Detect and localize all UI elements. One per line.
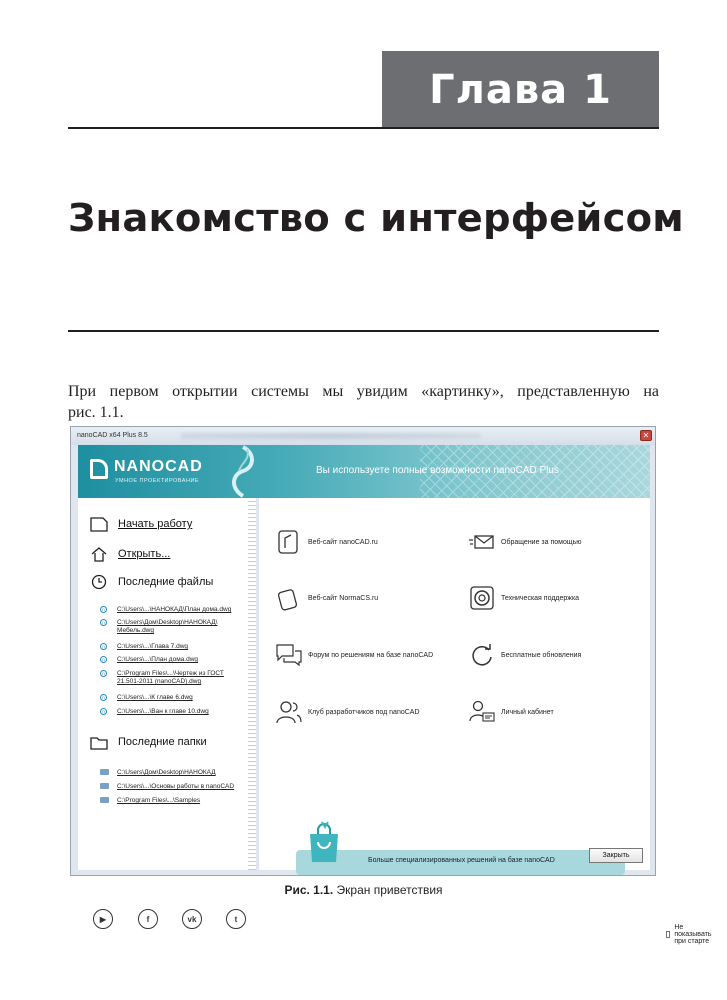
swirl-icon [221, 445, 261, 498]
banner-message: Вы используете полные возможности nanoCAD Plus [316, 465, 559, 476]
open-link[interactable] [90, 546, 170, 562]
dwg-file-icon: n [100, 670, 107, 677]
recent-folder-item[interactable]: C:\Users\Дом\Desktop\НАНОКАД [100, 769, 216, 776]
open-label: Открыть... [118, 548, 171, 560]
open-house-icon [90, 546, 108, 562]
help-request-link[interactable]: Обращение за помощью [469, 530, 582, 554]
dwg-file-icon: n [100, 606, 107, 613]
bottom-rule [68, 330, 659, 332]
recent-folders-title: Последние папки [118, 736, 207, 748]
account-icon [469, 700, 495, 724]
recent-folder-item[interactable]: C:\Users\...\Основы работы в nanoCAD [100, 783, 234, 790]
close-button[interactable]: Закрыть [589, 848, 643, 863]
nanocad-logo-icon [90, 459, 108, 479]
recent-file-item[interactable]: n C:\Users\...\Глава 7.dwg [100, 643, 247, 651]
intro-line-2: рис. 1.1. [68, 404, 124, 421]
dev-club-link[interactable]: Клуб разработчиков под nanoCAD [276, 700, 420, 724]
promo-banner[interactable] [296, 850, 625, 875]
intro-line-1: При первом открытии системы мы увидим «картинку», представленную на [68, 383, 659, 400]
caption-label: Рис. 1.1. [284, 883, 334, 897]
personal-account-link[interactable]: Личный кабинет [469, 700, 554, 724]
forum-link[interactable]: Форум по решениям на базе nanoCAD [276, 643, 433, 667]
figure-caption [0, 883, 727, 897]
recent-file-item[interactable]: n C:\Users\Дом\Desktop\НАНОКАД\ Мебель.dwg [100, 619, 247, 635]
shopping-bag-icon [307, 822, 341, 864]
window-close-button[interactable]: ✕ [640, 430, 652, 441]
logo-subtitle: УМНОЕ ПРОЕКТИРОВАНИЕ [115, 478, 200, 484]
folder-icon [100, 769, 109, 775]
top-rule [68, 127, 659, 129]
welcome-banner [78, 445, 650, 498]
blurred-titlebar-area [181, 433, 481, 439]
play-icon[interactable]: ▶ [93, 909, 113, 929]
dont-show-label: Не показывать при старте [674, 924, 712, 945]
history-icon [90, 574, 108, 590]
folder-icon [100, 797, 109, 803]
nanocad-site-icon [276, 530, 302, 554]
dont-show-checkbox[interactable] [666, 924, 714, 945]
window-titlebar [71, 427, 655, 445]
new-document-icon [90, 516, 108, 532]
checkbox-box[interactable] [666, 931, 670, 938]
page-title: Знакомство с интерфейсом [68, 196, 684, 241]
refresh-icon [469, 643, 495, 667]
folder-history-icon [90, 734, 108, 750]
tech-support-link[interactable]: Техническая поддержка [469, 586, 579, 610]
free-updates-link[interactable]: Бесплатные обновления [469, 643, 581, 667]
recent-file-item[interactable]: n C:\Users\...\НАНОКАД\План дома.dwg [100, 606, 247, 614]
dwg-file-icon: n [100, 643, 107, 650]
recent-folders-heading [90, 734, 207, 750]
recent-file-item[interactable]: n C:\Program Files\...\Чертеж из ГОСТ 21.501-2011 (nanoCAD).dwg [100, 670, 247, 686]
panel-separator [248, 498, 256, 870]
caption-text: Экран приветствия [333, 883, 443, 897]
normacs-site-icon [276, 586, 302, 610]
promo-text: Больше специализированных решений на базе nanoCAD [368, 857, 555, 864]
logo-text: NANOCAD [114, 458, 203, 475]
facebook-icon[interactable]: f [138, 909, 158, 929]
intro-paragraph [68, 381, 659, 423]
twitter-icon[interactable]: t [226, 909, 246, 929]
recent-folder-item[interactable]: C:\Program Files\...\Samples [100, 797, 200, 804]
vk-icon[interactable]: vk [182, 909, 202, 929]
window-title: nanoCAD x64 Plus 8.5 [77, 432, 148, 439]
start-work-link[interactable] [90, 516, 192, 532]
start-work-label: Начать работу [118, 518, 193, 530]
lifebuoy-icon [469, 586, 495, 610]
recent-file-item[interactable]: n C:\Users\...\Ван к главе 10.dwg [100, 708, 247, 716]
recent-files-heading [90, 574, 213, 590]
folder-icon [100, 783, 109, 789]
dwg-file-icon: n [100, 694, 107, 701]
nanocad-site-link[interactable]: Веб-сайт nanoCAD.ru [276, 530, 378, 554]
normacs-site-link[interactable]: Веб-сайт NormaCS.ru [276, 586, 378, 610]
mail-icon [469, 530, 495, 554]
recent-file-item[interactable]: n C:\Users\...\К главе 6.dwg [100, 694, 247, 702]
users-icon [276, 700, 302, 724]
dwg-file-icon: n [100, 708, 107, 715]
recent-files-title: Последние файлы [118, 576, 214, 588]
dwg-file-icon: n [100, 619, 107, 626]
left-panel [78, 498, 256, 924]
dwg-file-icon: n [100, 656, 107, 663]
forum-icon [276, 643, 302, 667]
chapter-label: Глава 1 [382, 51, 659, 129]
recent-file-item[interactable]: n C:\Users\...\План дома.dwg [100, 656, 247, 664]
